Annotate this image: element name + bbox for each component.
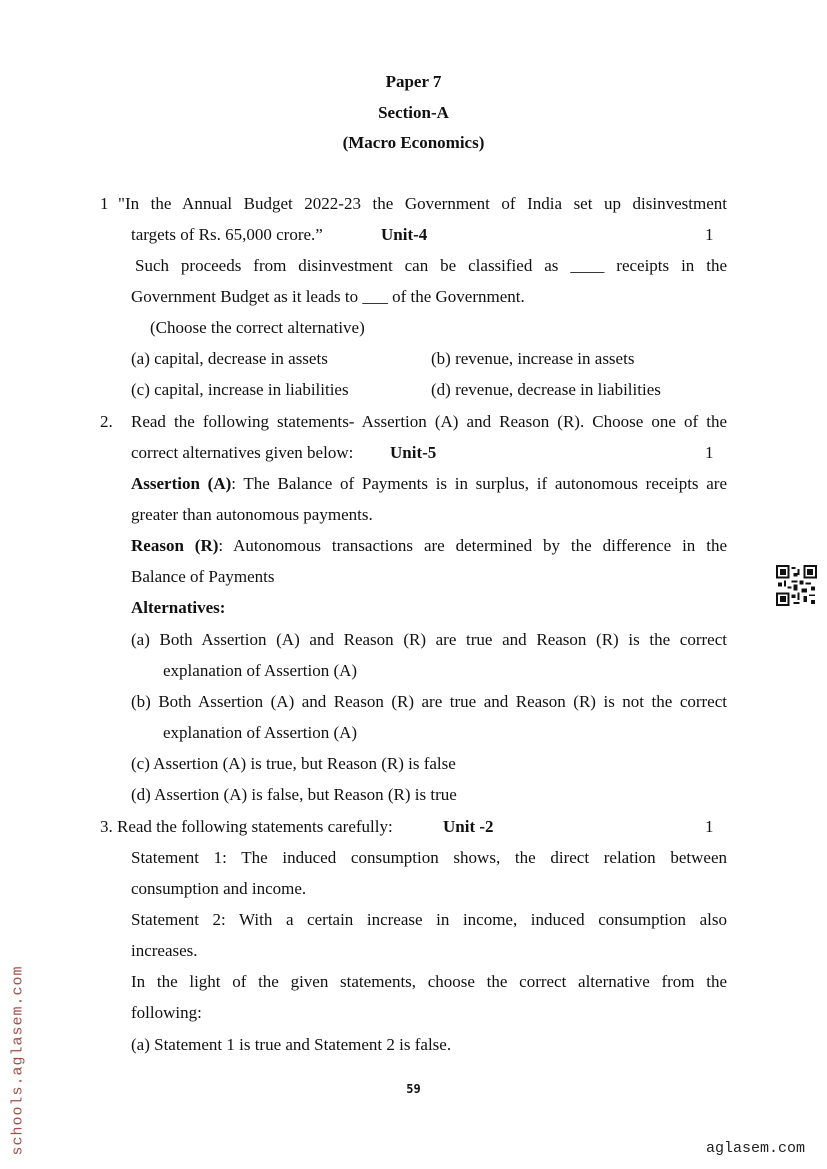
q1-number: 1	[100, 194, 109, 213]
q1-instruction: (Choose the correct alternative)	[150, 318, 365, 337]
q2-option-b: (b) Both Assertion (A) and Reason (R) are true and Reason (R) is not the correct	[131, 692, 727, 711]
q2-option-b-line2: explanation of Assertion (A)	[163, 723, 358, 742]
q3-statement1: Statement 1: The induced consumption shows, the direct relation between	[131, 848, 727, 867]
q1-option-c: (c) capital, increase in liabilities	[131, 380, 349, 399]
page-number: 59	[406, 1082, 421, 1096]
paper-title: Paper 7	[385, 72, 442, 91]
q2-reason	[131, 535, 727, 557]
q3-statement1-line2: consumption and income.	[131, 879, 307, 898]
q2-option-d: (d) Assertion (A) is false, but Reason (R) is true	[131, 785, 457, 804]
q3-unit: Unit -2	[443, 817, 494, 836]
q1-line1: "In the Annual Budget 2022-23 the Government of India set up disinvestment	[118, 194, 727, 213]
q3-instruction-line2: following:	[131, 1003, 202, 1022]
reason-label: Reason (R)	[131, 536, 219, 555]
q1-line2: targets of Rs. 65,000 crore.”	[131, 225, 323, 244]
q2-assertion	[131, 473, 727, 495]
q3-instruction: In the light of the given statements, choose the correct alternative from the	[131, 972, 727, 991]
q3-line1: 3. Read the following statements carefully:	[100, 817, 393, 836]
assertion-label: Assertion (A)	[131, 474, 232, 493]
q2-line1: Read the following statements- Assertion (A) and Reason (R). Choose one of the	[131, 412, 727, 431]
q2-line2: correct alternatives given below:	[131, 443, 354, 462]
q3-marks: 1	[705, 817, 714, 836]
qr-code-icon	[776, 565, 817, 606]
q2-alternatives-label: Alternatives:	[131, 598, 226, 617]
q2-option-a-line2: explanation of Assertion (A)	[163, 661, 358, 680]
watermark: aglasem.com	[706, 1140, 806, 1157]
q1-option-b: (b) revenue, increase in assets	[431, 349, 635, 368]
q1-line4: Government Budget as it leads to ___ of the Government.	[131, 287, 525, 306]
q1-option-d: (d) revenue, decrease in liabilities	[431, 380, 661, 399]
q3-option-a: (a) Statement 1 is true and Statement 2 is false.	[131, 1035, 452, 1054]
q2-option-a: (a) Both Assertion (A) and Reason (R) are true and Reason (R) is the correct	[131, 630, 727, 649]
side-watermark: schools.aglasem.com	[9, 965, 27, 1156]
subject-title: (Macro Economics)	[342, 133, 485, 152]
q2-unit: Unit-5	[390, 443, 437, 462]
q1-option-a: (a) capital, decrease in assets	[131, 349, 328, 368]
reason-text: : Autonomous transactions are determined by the difference in the	[218, 536, 727, 555]
section-title: Section-A	[378, 103, 449, 122]
q1-unit: Unit-4	[381, 225, 428, 244]
q2-number: 2.	[100, 412, 113, 431]
q3-statement2-line2: increases.	[131, 941, 198, 960]
q2-assertion-line2: greater than autonomous payments.	[131, 505, 373, 524]
q1-line3: Such proceeds from disinvestment can be classified as ____ receipts in the	[135, 256, 727, 275]
q3-statement2: Statement 2: With a certain increase in income, induced consumption also	[131, 910, 727, 929]
q2-reason-line2: Balance of Payments	[131, 567, 275, 586]
q2-option-c: (c) Assertion (A) is true, but Reason (R) is false	[131, 754, 456, 773]
q2-marks: 1	[705, 443, 714, 462]
q1-marks: 1	[705, 225, 714, 244]
assertion-text: : The Balance of Payments is in surplus, if autonomous receipts are	[231, 474, 728, 493]
